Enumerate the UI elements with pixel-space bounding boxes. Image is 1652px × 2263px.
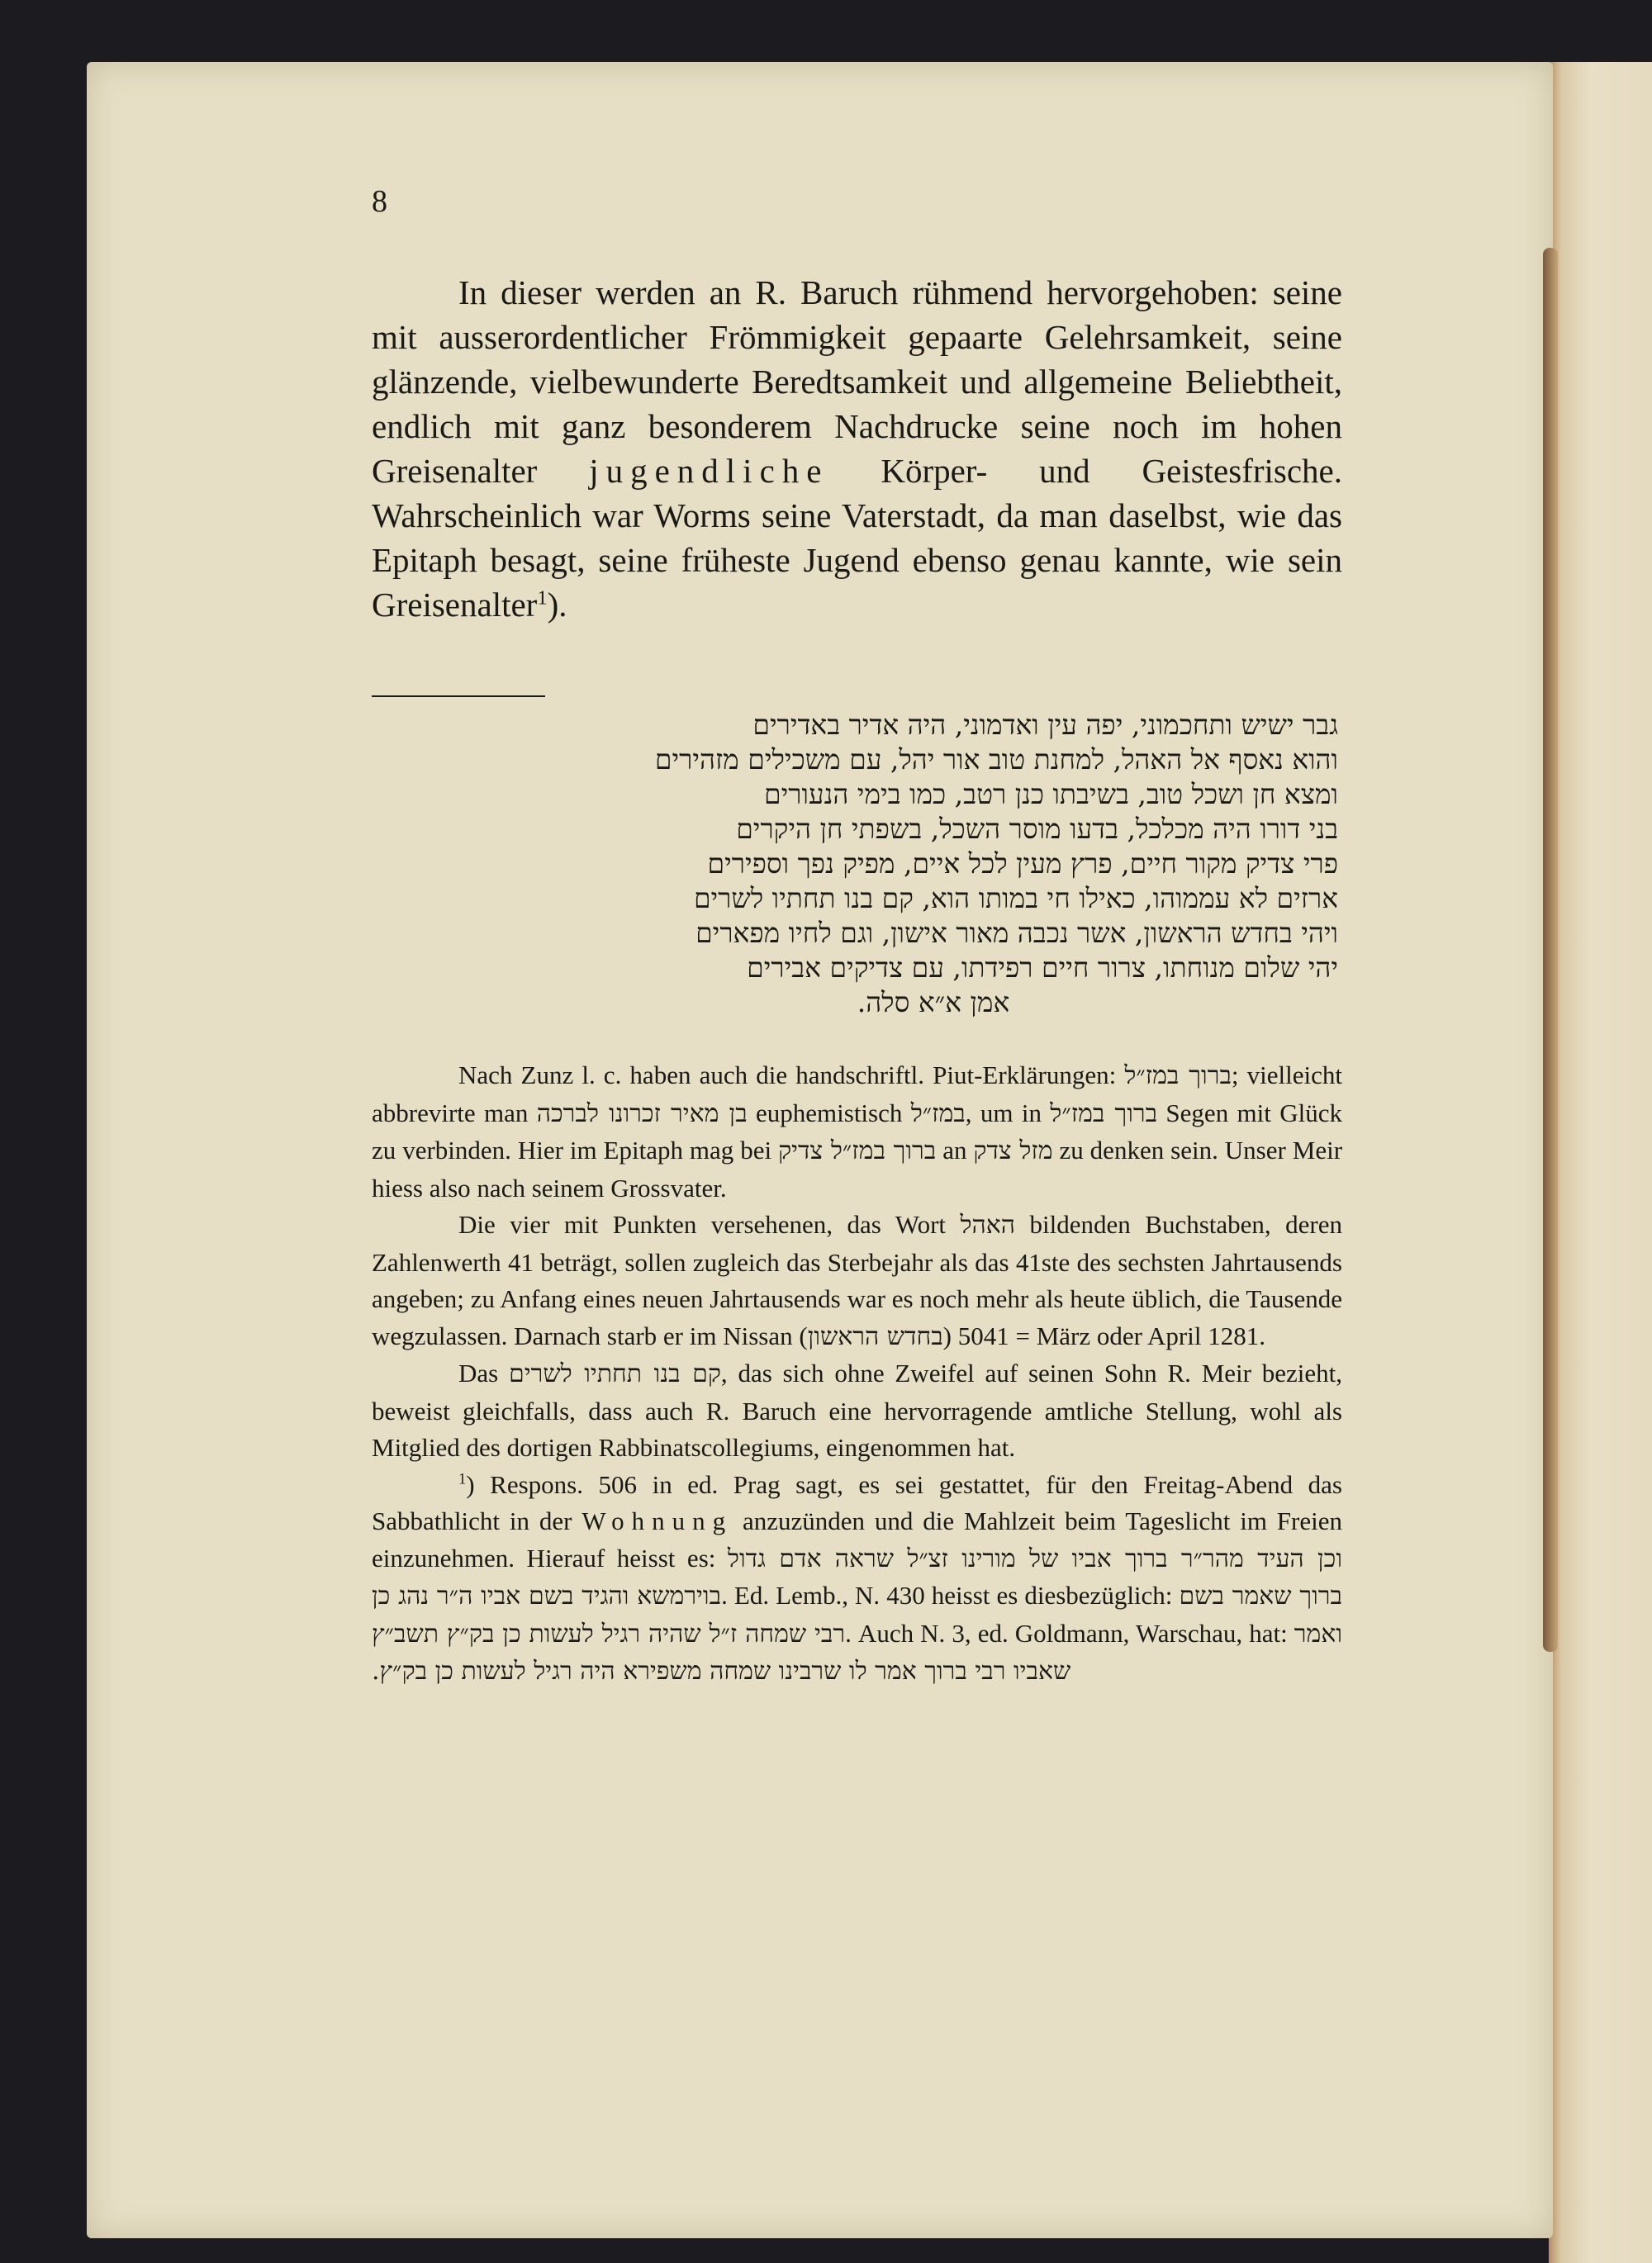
hebrew-phrase: ברוך במז״ל — [1124, 1061, 1232, 1090]
page-number: 8 — [372, 184, 387, 219]
note-text: , das sich ohne Zweifel auf seinen Sohn R. Meir bezieht, beweist gleichfalls, dass auch R. Baruch eine hervorragende amtliche Stellung, wohl als Mitglied des dortigen Rabbinatscollegiums, eingenommen hat. — [372, 1359, 1342, 1462]
epitaph-line: ויהי בחדש הראשון, אשר נכבה מאור אישון, וגם לחיו מפארים — [695, 917, 1338, 949]
hebrew-phrase: קם בנו תחתיו לשרים — [509, 1359, 721, 1388]
hebrew-phrase: ברוך שאמר בשם רבי שמחה ז״ל שהיה רגיל לעשות כן בק״ץ תשב״ץ — [372, 1582, 1342, 1649]
epitaph-line: ומצא חן ושכל טוב, בשיבתו כנן רטב, כמו בימי הנעורים — [764, 778, 1338, 810]
note-text: ) Respons. 506 in ed. Prag sagt, es sei gestattet, für den Freitag-Abend das Sabbathlicht in der — [372, 1469, 1342, 1535]
epitaph-line: ארזים לא עממוהו, כאילו חי במותו הוא, קם בנו תחתיו לשרים — [693, 882, 1338, 914]
footnotes — [372, 1057, 1342, 1691]
note-paragraph-date — [372, 1207, 1342, 1355]
main-paragraph — [372, 270, 1342, 627]
note-text: Das — [458, 1359, 510, 1388]
epitaph-closing: אמן א״א סלה. — [857, 986, 1010, 1018]
note-text: an — [936, 1136, 974, 1165]
hebrew-phrase: האהל — [960, 1211, 1016, 1240]
hebrew-phrase: מזל צדק — [973, 1136, 1053, 1165]
next-page-edge — [1549, 62, 1652, 2263]
note-text: Segen mit Glück zu verbinden. Hier im Epitaph mag bei — [372, 1098, 1342, 1165]
note-text: ; vielleicht abbrevirte man — [372, 1060, 1342, 1127]
note-text: bildenden Buchstaben, deren Zahlenwerth 41 beträgt, sollen zugleich das Sterbejahr als das 41ste des sechsten Jahrtausends angeben; zu Anfang eines neuen Jahrtausends war es noch mehr als heute üblich, die Tausende wegzulassen. Darnach starb er im Nissan ( — [372, 1210, 1343, 1350]
paragraph-text — [372, 270, 1342, 627]
hebrew-phrase: ברוך במז״ל צדיק — [778, 1136, 937, 1165]
note-paragraph-son — [372, 1355, 1342, 1467]
note-text: Die vier mit Punkten versehenen, das Wort — [458, 1210, 961, 1239]
epitaph-line: פרי צדיק מקור חיים, פרץ מעין לכל איים, מפיק נפך וספירים — [707, 847, 1338, 880]
note-text: Nach Zunz l. c. haben auch die handschriftl. Piut-Erklärungen: — [458, 1060, 1125, 1089]
body-text-part-2: Körper- und Geistesfrische. Wahrscheinlich war Worms seine Vaterstadt, da man daselbst, wie das Epitaph besagt, seine früheste Jugend ebenso genau kannte, wie sein Greisenalter — [372, 452, 1342, 624]
hebrew-epitaph — [529, 708, 1338, 1020]
epitaph-line: גבר ישיש ותחכמוני, יפה עין ואדמוני, היה אדיר באדירים — [752, 709, 1338, 741]
hebrew-phrase: וכן העיד מהר״ר ברוך אביו של מורינו זצ״ל שראה אדם גדול בוירמשא והגיד בשם אביו ה״ר נהג כן — [372, 1544, 1342, 1611]
epitaph-line: יהי שלום מנוחתו, צרור חיים רפידתו, עם צדיקים אבירים — [747, 951, 1338, 984]
note-text: . Ed. Lemb., N. 430 heisst es diesbezüglich: — [721, 1581, 1180, 1610]
note-text: anzuzünden und die Mahlzeit beim Tageslicht im Freien einzunehmen. Hierauf heisst es: — [372, 1506, 1343, 1573]
body-text-part-1: In dieser werden an R. Baruch rühmend hervorgehoben: seine mit ausserordentlicher Frömmigkeit gepaarte Gelehrsamkeit, seine glänzende, vielbewunderte Beredtsamkeit und allgemeine Beliebtheit, endlich mit ganz besonderem Nachdrucke seine noch im hohen Greisenalter — [372, 273, 1342, 490]
note-text: . Auch N. 3, ed. Goldmann, Warschau, hat: — [845, 1618, 1294, 1648]
note-text: euphemistisch — [747, 1098, 911, 1127]
footnote-divider — [372, 695, 545, 697]
note-text: ) 5041 = März oder April 1281. — [942, 1321, 1265, 1350]
hebrew-phrase: במז״ל — [910, 1098, 966, 1128]
hebrew-phrase: ברוך במז״ל — [1050, 1098, 1158, 1128]
epitaph-line: בני דורו היה מכלכל, בדעו מוסר השכל, בשפתי חן היקרים — [736, 813, 1338, 845]
footnote-1 — [372, 1467, 1342, 1691]
hebrew-phrase: ואמר שאביו רבי ברוך אמר לו שרבינו שמחה משפירא היה רגיל לעשות כן בק״ץ. — [372, 1619, 1342, 1686]
note-paragraph-zunz — [372, 1057, 1342, 1207]
footnote-reference: 1 — [537, 586, 548, 610]
epitaph-line: והוא נאסף אל האהל, למחנת טוב אור יהל, עם משכילים מזהירים — [654, 743, 1338, 776]
body-text-end: ). — [547, 586, 567, 624]
note-text: , um in — [965, 1098, 1051, 1127]
note-text: zu denken sein. Unser Meir hiess also nach seinem Grossvater. — [372, 1136, 1343, 1203]
emphasized-word: jugendliche — [589, 452, 829, 490]
hebrew-phrase: בן מאיר זכרונו לברכה — [536, 1098, 748, 1128]
page-binding-tear — [1543, 248, 1558, 1652]
hebrew-phrase: בחדש הראשון — [807, 1321, 943, 1351]
emphasized-word: Wohnung — [582, 1506, 733, 1535]
footnote-marker: 1 — [458, 1470, 467, 1488]
